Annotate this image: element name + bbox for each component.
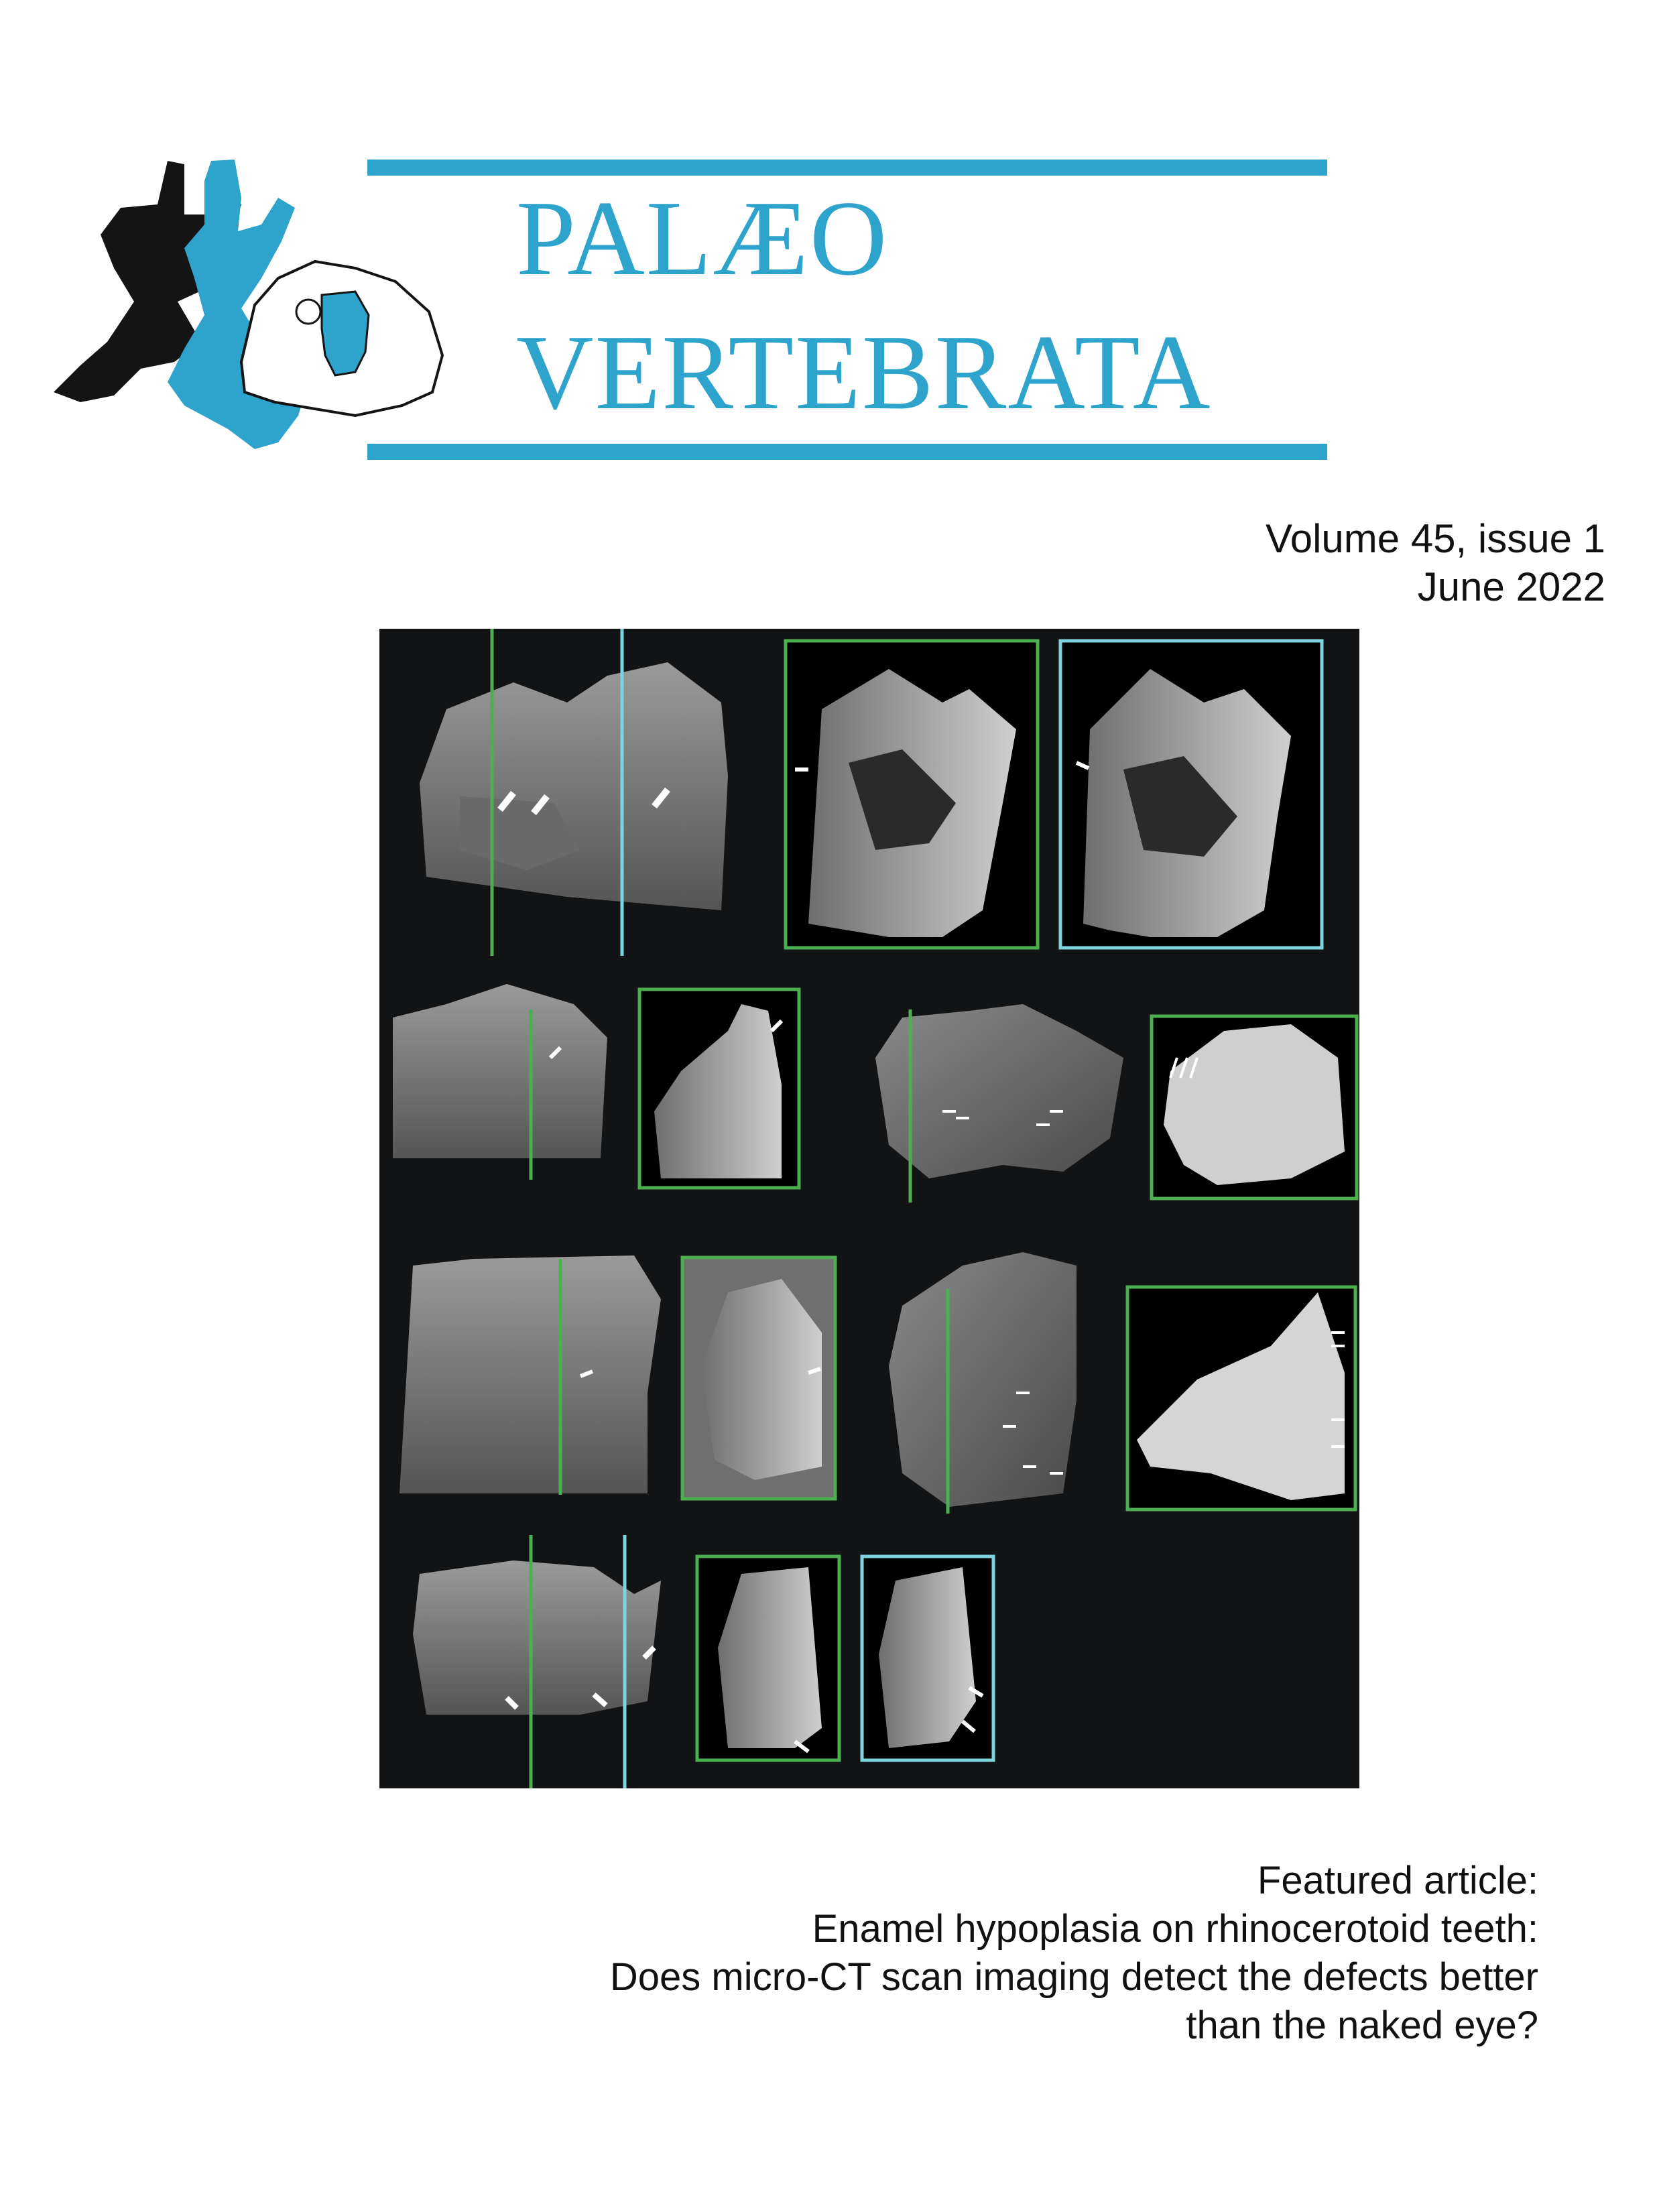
featured-heading: Featured article:	[1257, 1859, 1538, 1902]
micro-ct-teeth-montage	[379, 629, 1359, 1788]
issue-date: June 2022	[1417, 564, 1605, 609]
vertebra-logo-icon	[40, 141, 469, 463]
cover-figure	[379, 629, 1359, 1788]
featured-article	[610, 1857, 1538, 2050]
featured-title-line1: Enamel hypoplasia on rhinocerotoid teeth:	[812, 1907, 1538, 1951]
journal-title-line2: VERTEBRATA	[516, 312, 1212, 432]
featured-title-line3: than the naked eye?	[1186, 2004, 1538, 2047]
issue-volume: Volume 45, issue 1	[1266, 516, 1605, 561]
title-rule-bottom	[367, 444, 1327, 460]
journal-title-line1: PALÆO	[516, 178, 889, 298]
title-rule-top	[367, 160, 1327, 176]
featured-title-line2: Does micro-CT scan imaging detect the defects better	[609, 1955, 1538, 1999]
